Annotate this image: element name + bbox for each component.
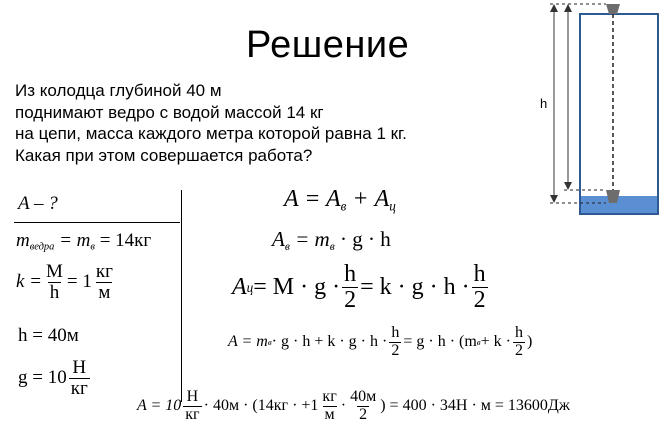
formula-numeric: A = 10 $\frac{Н}{кг}$ · 40м · (14кг · +1 $\frac{кг}{м}$ · $\frac{40м}{2}$ ) = 400 · 34Н · м = 13600Дж <box>137 388 570 423</box>
well-diagram <box>520 0 665 222</box>
given-chain-density: k = $\frac{M}{h}$ = 1 $\frac{кг}{м}$ <box>16 261 113 303</box>
page-title: Решение <box>246 24 410 66</box>
given-divider <box>14 222 180 223</box>
formula-total-work: $A = A_в + A_ц$ <box>284 186 396 214</box>
problem-line: поднимают ведро с водой массой 14 кг <box>15 102 324 122</box>
formula-combined: A = m в · g · h + k · g · h · $\frac{h}{2}$ = g · h · (m в + k · $\frac{h}{2}$ ) <box>228 324 533 359</box>
formula-chain-work: A ц = M · g · $\frac{h}{2}$ = k · g · h · $\frac{h}{2}$ <box>232 261 486 314</box>
given-gravity: g = 10 $\frac{Н}{кг}$ <box>18 357 88 399</box>
depth-label: h <box>540 96 548 111</box>
bucket-top-icon <box>606 4 620 14</box>
problem-line: на цепи, масса каждого метра которой равна 1 кг. <box>15 124 407 143</box>
formula-bucket-work: $A_в = m_в \cdot g \cdot h$ <box>272 227 391 254</box>
given-vertical-divider <box>181 190 182 402</box>
find-quantity: A – ? <box>18 193 58 214</box>
water-icon <box>581 196 657 213</box>
problem-statement <box>15 80 407 166</box>
given-depth: h = 40м <box>18 325 79 346</box>
well-shaft <box>580 14 658 214</box>
given-mass-bucket: $m_{ведра} = m_в = 14кг$ <box>16 230 152 253</box>
problem-line: Какая при этом совершается работа? <box>15 145 313 165</box>
problem-line: Из колодца глубиной 40 м <box>15 81 222 100</box>
